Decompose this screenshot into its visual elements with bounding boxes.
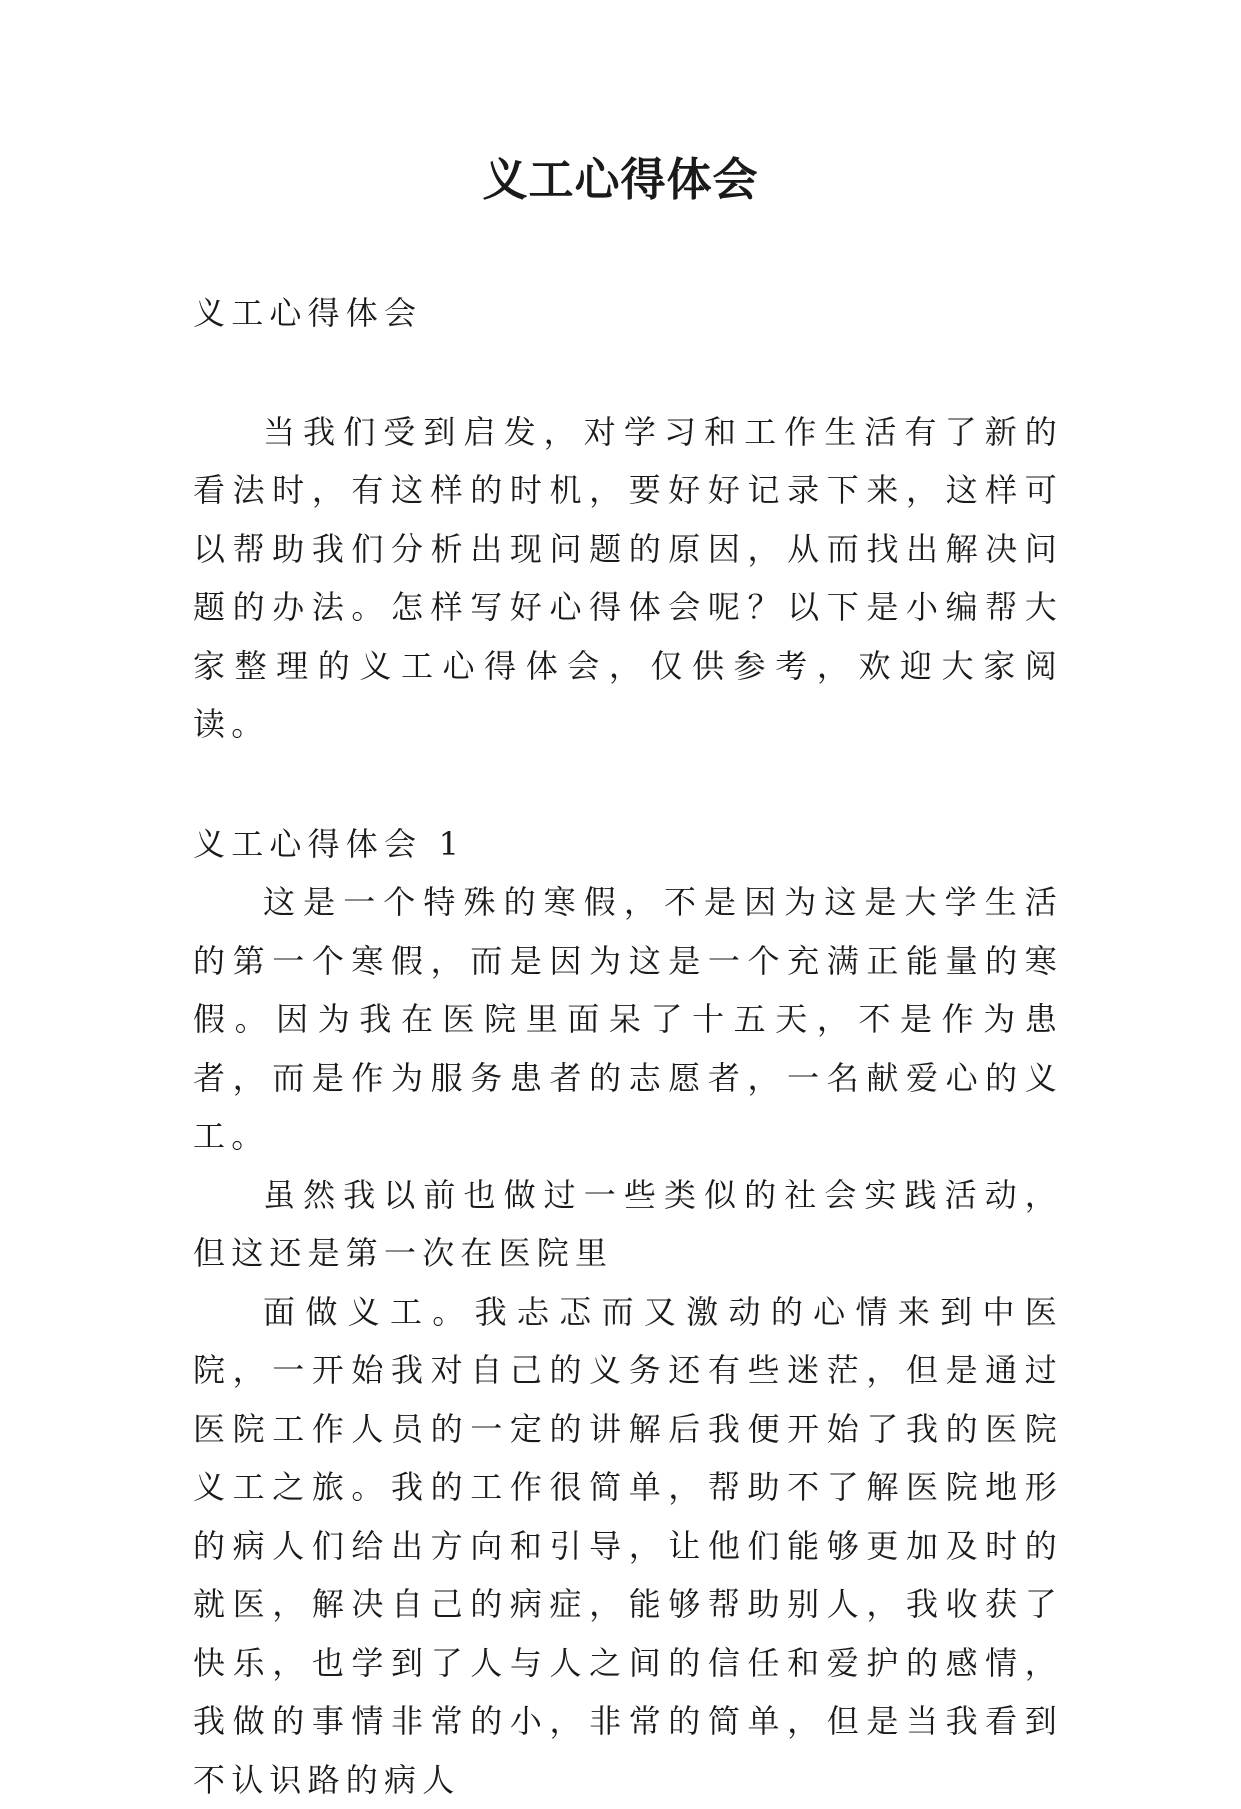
body-paragraph: 面做义工。我忐忑而又激动的心情来到中医院，一开始我对自己的义务还有些迷茫，但是通过医院工作人员的一定的讲解后我便开始了我的医院义工之旅。我的工作很简单，帮助不了解医院地形的病人们给出方向和引导，让他们能够更加及时的就医，解决自己的病症，能够帮助别人，我收获了快乐，也学到了人与人之间的信任和爱护的感情，我做的事情非常的小，非常的简单，但是当我看到不认识路的病人 (193, 1283, 1063, 1809)
document-subtitle: 义工心得体会 (193, 284, 1063, 343)
intro-paragraph: 当我们受到启发，对学习和工作生活有了新的看法时，有这样的时机，要好好记录下来，这样可以帮助我们分析出现问题的原因，从而找出解决问题的办法。怎样写好心得体会呢？以下是小编帮大家整理的义工心得体会，仅供参考，欢迎大家阅读。 (193, 403, 1063, 754)
section-heading: 义工心得体会 1 (193, 815, 1063, 874)
document-title: 义工心得体会 (0, 150, 1241, 210)
body-paragraph: 虽然我以前也做过一些类似的社会实践活动，但这还是第一次在医院里 (193, 1166, 1063, 1283)
body-paragraph: 这是一个特殊的寒假，不是因为这是大学生活的第一个寒假，而是因为这是一个充满正能量的寒假。因为我在医院里面呆了十五天，不是作为患者，而是作为服务患者的志愿者，一名献爱心的义工。 (193, 873, 1063, 1166)
document-body (193, 284, 1063, 1809)
